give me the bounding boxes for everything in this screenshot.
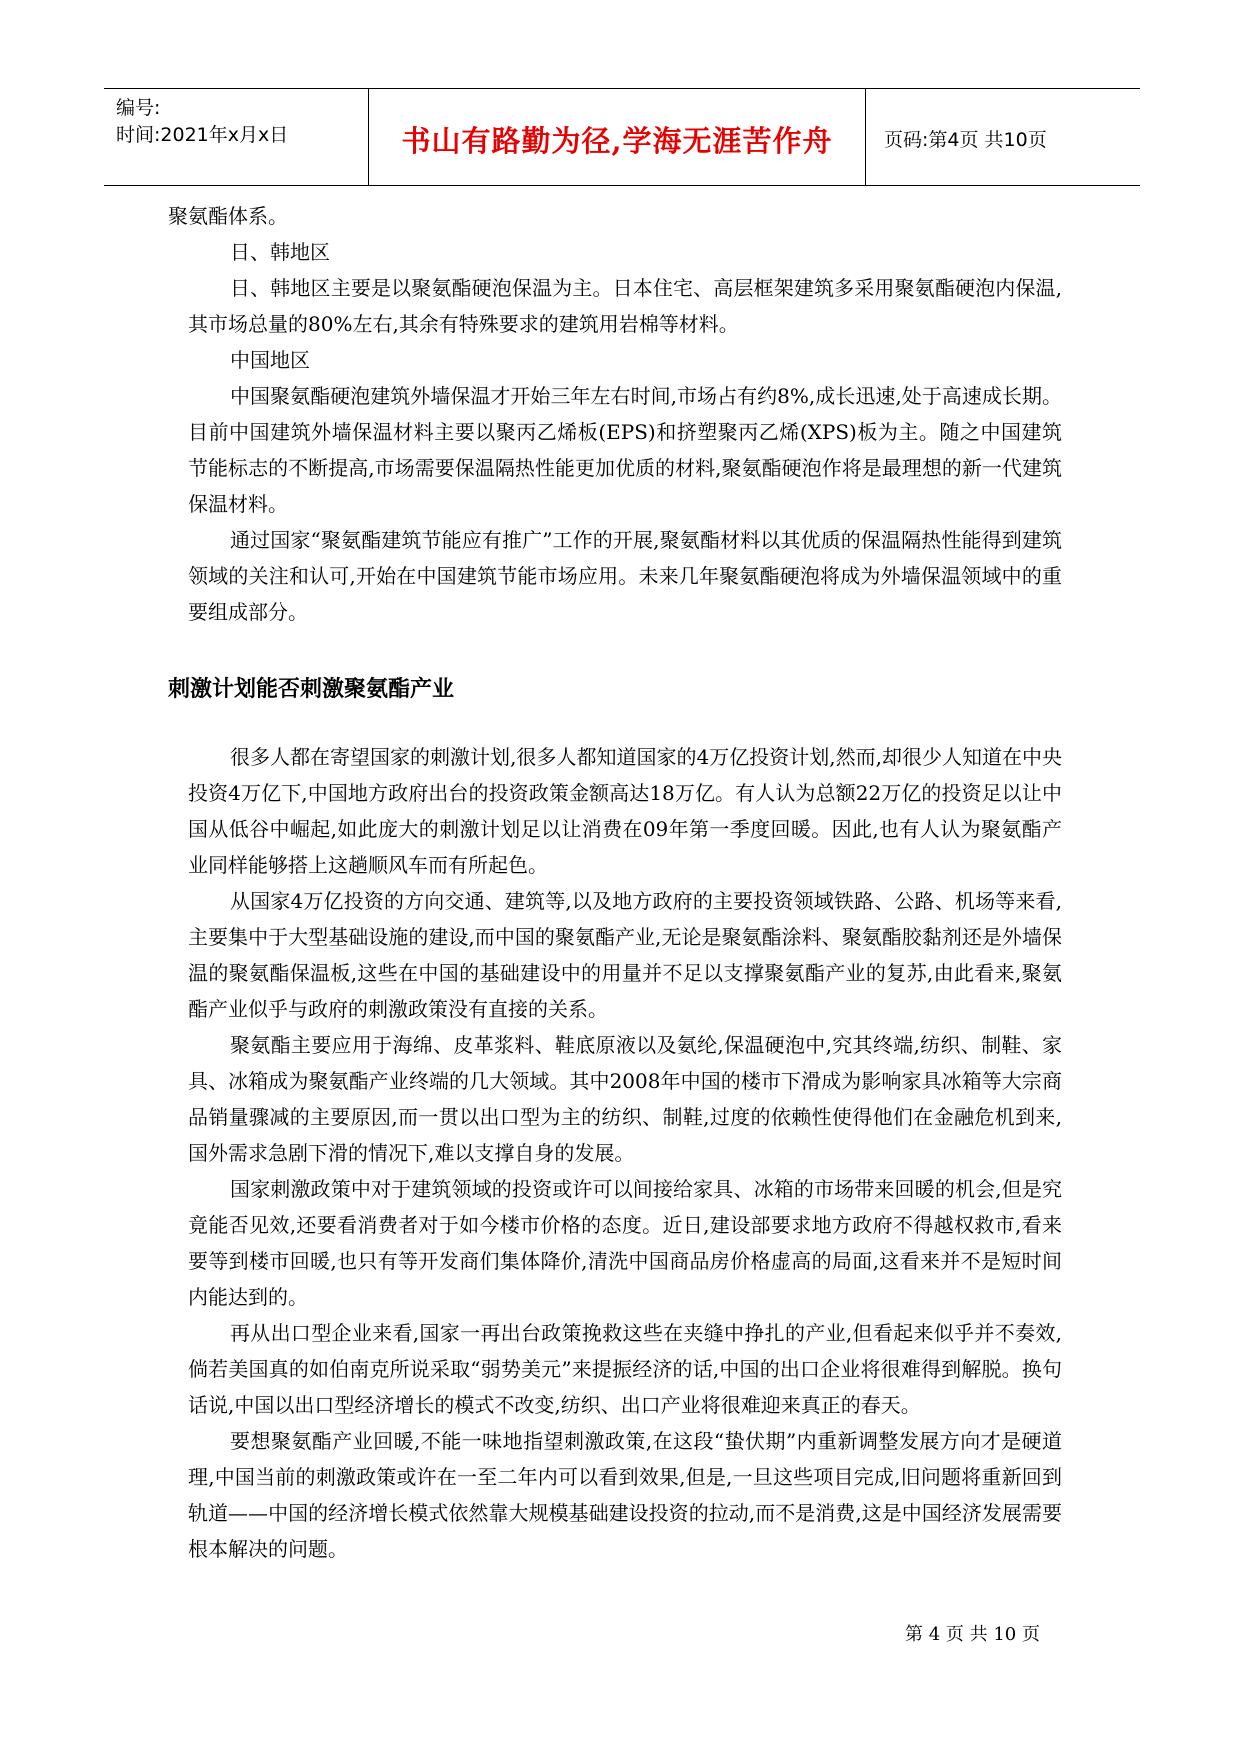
paragraph-stimulus-2: 从国家4万亿投资的方向交通、建筑等,以及地方政府的主要投资领域铁路、公路、机场等来看,主要集中于大型基础设施的建设,而中国的聚氨酯产业,无论是聚氨酯涂料、聚氨酯胶黏剂还是外墙保温的聚氨酯保温板,这些在中国的基础建设中的用量并不足以支撑聚氨酯产业的复苏,由此看来,聚氨酯产业似乎与政府的刺激政策没有直接的关系。 <box>188 889 1062 1021</box>
header-motto: 书山有路勤为径,学海无涯苦作舟 <box>401 124 833 158</box>
paragraph-china: 中国聚氨酯硬泡建筑外墙保温才开始三年左右时间,市场占有约8%,成长迅速,处于高速成长期。目前中国建筑外墙保温材料主要以聚丙乙烯板(EPS)和挤塑聚丙乙烯(XPS)板为主。随之中国建筑节能标志的不断提高,市场需要保温隔热性能更加优质的材料,聚氨酯硬泡作将是最理想的新一代建筑保温材料。 <box>188 384 1062 516</box>
paragraph-stimulus-3: 聚氨酯主要应用于海绵、皮革浆料、鞋底原液以及氨纶,保温硬泡中,究其终端,纺织、制鞋、家具、冰箱成为聚氨酯产业终端的几大领域。其中2008年中国的楼市下滑成为影响家具冰箱等大宗商品销量骤减的主要原因,而一贯以出口型为主的纺织、制鞋,过度的依赖性使得他们在金融危机到来,国外需求急剧下滑的情况下,难以支撑自身的发展。 <box>188 1033 1062 1165</box>
page-footer: 第 4 页 共 10 页 <box>905 1624 1040 1645</box>
subheading-japan-korea: 日、韩地区 <box>230 240 330 264</box>
paragraph-stimulus-6: 要想聚氨酯产业回暖,不能一味地指望刺激政策,在这段“蛰伏期”内重新调整发展方向才是硬道理,中国当前的刺激政策或许在一至二年内可以看到效果,但是,一旦这些项目完成,旧问题将重新回到轨道——中国的经济增长模式依然靠大规模基础建设投资的拉动,而不是消费,这是中国经济发展需要根本解决的问题。 <box>188 1429 1062 1561</box>
paragraph-stimulus-5: 再从出口型企业来看,国家一再出台政策挽救这些在夹缝中挣扎的产业,但看起来似乎并不奏效,倘若美国真的如伯南克所说采取“弱势美元”来提振经济的话,中国的出口企业将很难得到解脱。换句话说,中国以出口型经济增长的模式不改变,纺织、出口产业将很难迎来真正的春天。 <box>188 1321 1062 1417</box>
paragraph-stimulus-4: 国家刺激政策中对于建筑领域的投资或许可以间接给家具、冰箱的市场带来回暖的机会,但是究竟能否见效,还要看消费者对于如今楼市价格的态度。近日,建设部要求地方政府不得越权救市,看来要等到楼市回暖,也只有等开发商们集体降价,清洗中国商品房价格虚高的局面,这看来并不是短时间内能达到的。 <box>188 1177 1062 1309</box>
time-label: 时间:2021年x月x日 <box>116 124 289 146</box>
header-left-cell <box>104 89 368 185</box>
section-heading: 刺激计划能否刺激聚氨酯产业 <box>168 677 455 702</box>
number-label: 编号: <box>116 97 161 119</box>
subheading-china: 中国地区 <box>230 348 310 372</box>
header-right-cell <box>866 89 1140 185</box>
header-center-cell <box>368 89 866 185</box>
paragraph-japan-korea: 日、韩地区主要是以聚氨酯硬泡保温为主。日本住宅、高层框架建筑多采用聚氨酯硬泡内保温,其市场总量的80%左右,其余有特殊要求的建筑用岩棉等材料。 <box>188 276 1062 336</box>
document-body <box>168 198 1062 1567</box>
paragraph-continuation: 聚氨酯体系。 <box>168 204 288 228</box>
paragraph-stimulus-1: 很多人都在寄望国家的刺激计划,很多人都知道国家的4万亿投资计划,然而,却很少人知道在中央投资4万亿下,中国地方政府出台的投资政策金额高达18万亿。有人认为总额22万亿的投资足以让中国从低谷中崛起,如此庞大的刺激计划足以让消费在09年第一季度回暖。因此,也有人认为聚氨酯产业同样能够搭上这趟顺风车而有所起色。 <box>188 745 1062 877</box>
header-page-info: 页码:第4页 共10页 <box>884 129 1047 151</box>
paragraph-promotion: 通过国家“聚氨酯建筑节能应有推广”工作的开展,聚氨酯材料以其优质的保温隔热性能得到建筑领域的关注和认可,开始在中国建筑节能市场应用。未来几年聚氨酯硬泡将成为外墙保温领域中的重要组成部分。 <box>188 528 1062 624</box>
page-header <box>104 88 1140 186</box>
